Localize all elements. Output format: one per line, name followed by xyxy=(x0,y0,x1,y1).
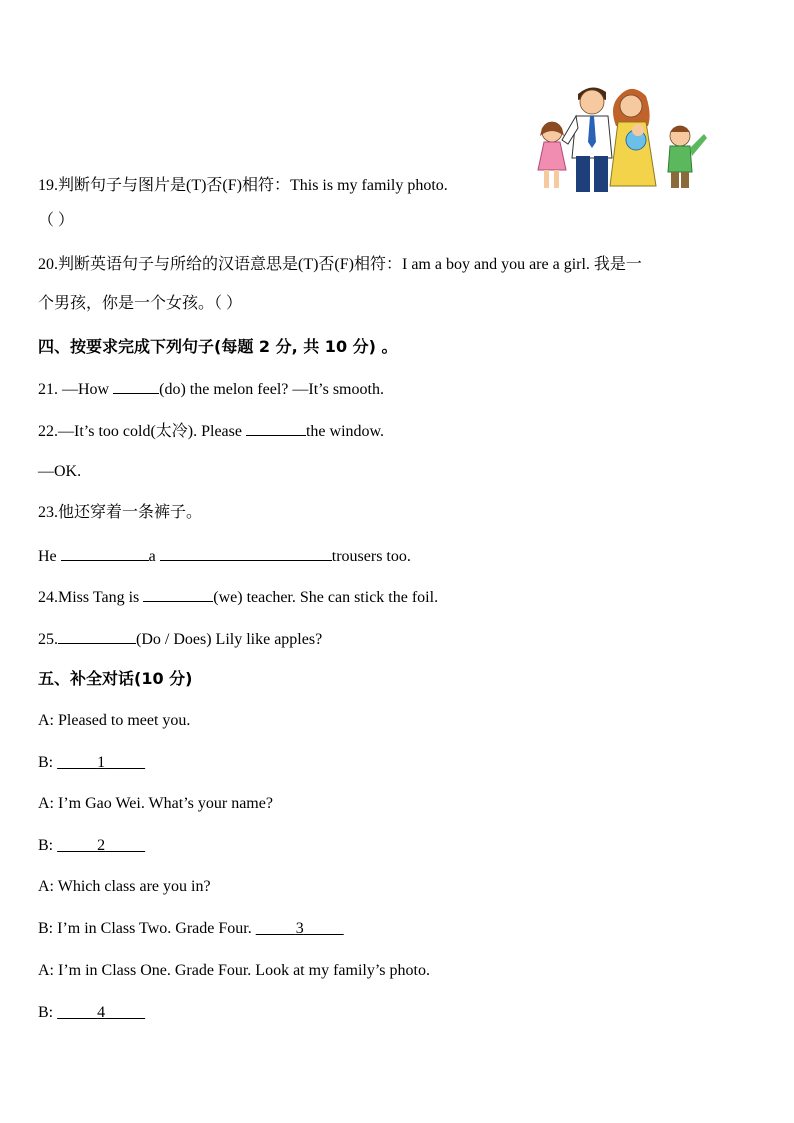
dialog-text: I’m Gao Wei. What’s your name? xyxy=(58,795,273,812)
q21-text-2: (do) the melon feel? —It’s smooth. xyxy=(159,381,384,398)
q23-text-3: trousers too. xyxy=(331,548,411,565)
dialog-line-5 xyxy=(38,877,211,897)
q25-text-2: (Do / Does) Lily like apples? xyxy=(136,631,323,648)
question-24 xyxy=(38,586,438,608)
q23-blank-2[interactable] xyxy=(160,545,332,561)
question-20: 20.判断英语句子与所给的汉语意思是(T)否(F)相符：I am a boy and you are a girl. 我是一 xyxy=(38,256,642,273)
q21-text-1: 21. —How xyxy=(38,381,114,398)
q24-text-1: 24.Miss Tang is xyxy=(38,589,144,606)
blank-number: 3 xyxy=(295,920,304,937)
dialog-text: Pleased to meet you. xyxy=(58,712,191,729)
q23-text-1: He xyxy=(38,548,61,565)
blank-number: 2 xyxy=(97,837,106,854)
dialog-line-2 xyxy=(38,753,145,773)
speaker-label: A: xyxy=(38,712,54,729)
q22-blank[interactable] xyxy=(246,420,306,436)
speaker-label: B: xyxy=(38,837,54,854)
speaker-label: B: xyxy=(38,754,54,771)
question-22 xyxy=(38,420,384,442)
blank-number: 1 xyxy=(97,754,106,771)
dialog-line-4 xyxy=(38,836,145,856)
q23-text-2: a xyxy=(148,548,160,565)
speaker-label: B: xyxy=(38,1004,54,1021)
dialog-blank-3[interactable] xyxy=(256,920,344,937)
q25-text-1: 25. xyxy=(38,631,58,648)
question-19: 19.判断句子与图片是(T)否(F)相符：This is my family photo. xyxy=(38,177,448,194)
question-23-prompt: 23.他还穿着一条裤子。 xyxy=(38,504,203,521)
dialog-blank-4[interactable] xyxy=(57,1004,145,1021)
dialog-line-8 xyxy=(38,1003,145,1023)
question-23 xyxy=(38,545,411,567)
dialog-line-6 xyxy=(38,919,344,939)
father-figure xyxy=(562,87,612,192)
speaker-label: A: xyxy=(38,795,54,812)
dialog-line-3 xyxy=(38,794,273,814)
family-illustration xyxy=(532,80,712,195)
section-5-heading: 五、补全对话(10 分) xyxy=(38,669,193,688)
dialog-line-7 xyxy=(38,961,430,981)
dialog-text: Which class are you in? xyxy=(57,878,211,895)
q24-blank[interactable] xyxy=(143,586,213,602)
section-4-heading: 四、按要求完成下列句子(每题 2 分, 共 10 分) 。 xyxy=(38,337,398,356)
speaker-label: A: xyxy=(38,962,54,979)
dialog-line-1 xyxy=(38,711,190,731)
q21-blank[interactable] xyxy=(113,378,159,394)
girl-figure xyxy=(538,122,566,188)
question-25 xyxy=(38,628,322,650)
dialog-blank-2[interactable] xyxy=(57,837,145,854)
q25-blank[interactable] xyxy=(58,628,136,644)
question-21 xyxy=(38,378,384,400)
question-22-reply: —OK. xyxy=(38,463,82,480)
q23-blank-1[interactable] xyxy=(61,545,149,561)
question-20-cont: 个男孩，你是一个女孩。（ ） xyxy=(38,295,243,312)
dialog-blank-1[interactable] xyxy=(57,754,145,771)
dialog-text: I’m in Class Two. Grade Four. xyxy=(57,920,256,937)
q22-text-1: 22.—It’s too cold(太冷). Please xyxy=(38,423,246,440)
question-19-answer: （ ） xyxy=(38,212,75,229)
boy-figure xyxy=(668,126,707,188)
dialog-text: I’m in Class One. Grade Four. Look at my family’s photo. xyxy=(58,962,430,979)
q22-text-2: the window. xyxy=(305,423,385,440)
mother-figure xyxy=(610,89,656,186)
q24-text-2: (we) teacher. She can stick the foil. xyxy=(213,589,439,606)
speaker-label: A: xyxy=(38,878,54,895)
blank-number: 4 xyxy=(97,1004,106,1021)
speaker-label: B: xyxy=(38,920,54,937)
